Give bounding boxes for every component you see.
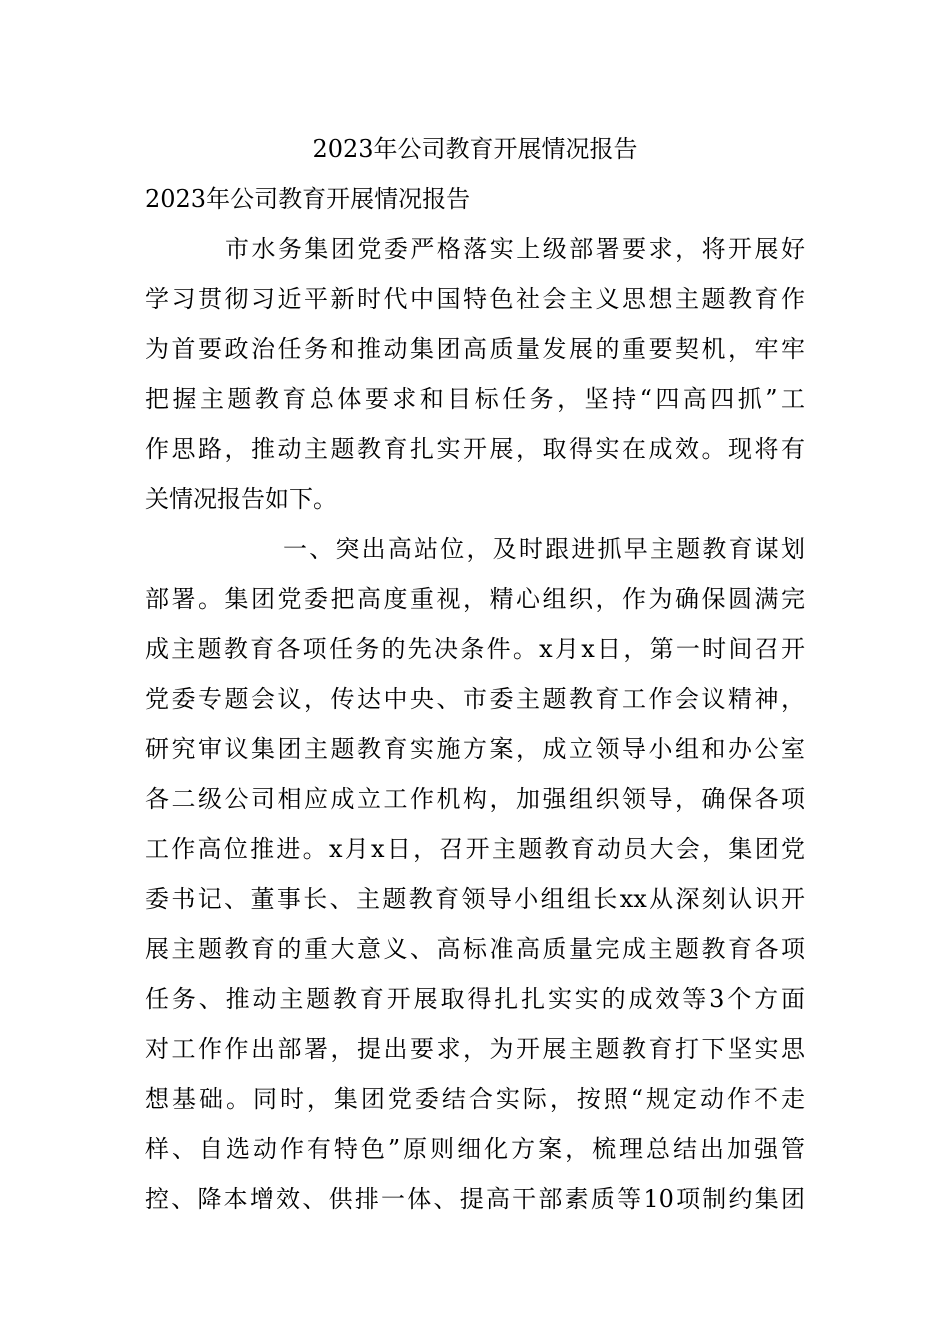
document-title: 2023年公司教育开展情况报告 (312, 135, 638, 163)
paragraph-line: 市水务集团党委严格落实上级部署要求，将开展好 (225, 235, 805, 263)
document-subtitle: 2023年公司教育开展情况报告 (145, 185, 471, 213)
paragraph-line: 把握主题教育总体要求和目标任务，坚持“四高四抓”工 (145, 385, 805, 413)
paragraph-line: 研究审议集团主题教育实施方案，成立领导小组和办公室 (145, 735, 805, 763)
paragraph-line: 党委专题会议，传达中央、市委主题教育工作会议精神， (145, 685, 805, 713)
paragraph-line: 学习贯彻习近平新时代中国特色社会主义思想主题教育作 (145, 285, 805, 313)
paragraph-line: 作思路，推动主题教育扎实开展，取得实在成效。现将有 (145, 435, 805, 463)
paragraph-line: 各二级公司相应成立工作机构，加强组织领导，确保各项 (145, 785, 805, 813)
paragraph-line: 部署。集团党委把高度重视，精心组织，作为确保圆满完 (145, 585, 805, 613)
section-heading-line: 一、突出高站位，及时跟进抓早主题教育谋划 (283, 535, 805, 563)
paragraph-line: 为首要政治任务和推动集团高质量发展的重要契机，牢牢 (145, 335, 805, 363)
paragraph-line: 对工作作出部署，提出要求，为开展主题教育打下坚实思 (145, 1035, 805, 1063)
paragraph-line: 工作高位推进。x月x日，召开主题教育动员大会，集团党 (145, 835, 805, 863)
paragraph-line: 控、降本增效、供排一体、提高干部素质等10项制约集团 (145, 1185, 805, 1213)
paragraph-line: 样、自选动作有特色”原则细化方案，梳理总结出加强管 (145, 1135, 805, 1163)
paragraph-line: 展主题教育的重大意义、高标准高质量完成主题教育各项 (145, 935, 805, 963)
paragraph-line: 委书记、董事长、主题教育领导小组组长xx从深刻认识开 (145, 885, 805, 913)
paragraph-line: 关情况报告如下。 (145, 485, 337, 513)
paragraph-line: 成主题教育各项任务的先决条件。x月x日，第一时间召开 (145, 635, 805, 663)
paragraph-line: 任务、推动主题教育开展取得扎扎实实的成效等3个方面 (145, 985, 805, 1013)
paragraph-line: 想基础。同时，集团党委结合实际，按照“规定动作不走 (145, 1085, 805, 1113)
